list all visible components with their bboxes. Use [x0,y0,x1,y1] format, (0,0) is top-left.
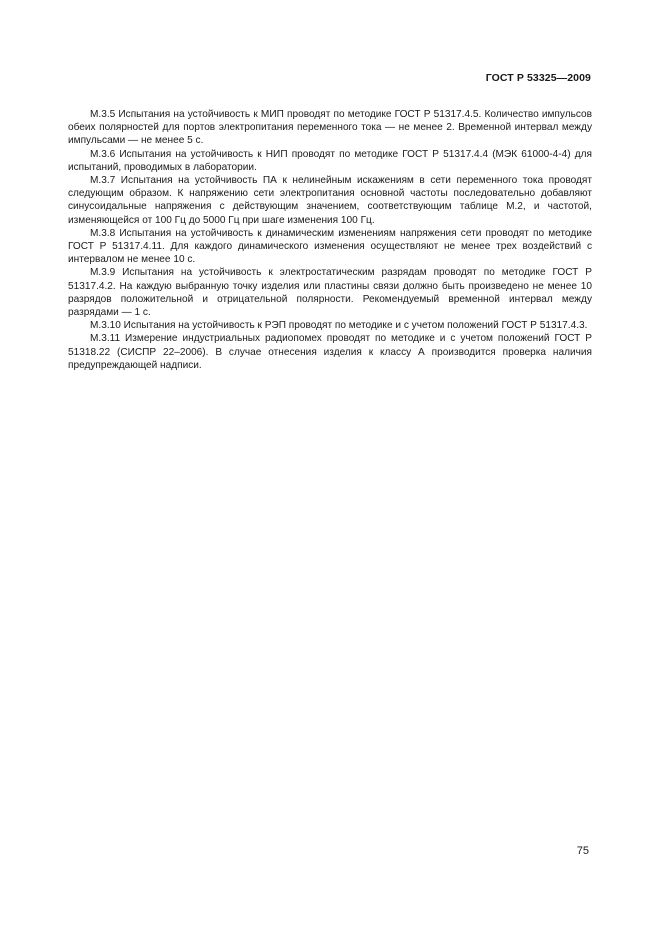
paragraph-m-3-7: М.3.7 Испытания на устойчивость ПА к нелинейным искажениям в сети переменного тока проводят следующим образом. К напряжению сети электропитания основной частоты последовательно добавляют синусоидальные напряжения с действующим значением, соответствующим таблице М.2, и частотой, изменяющейся от 100 Гц до 5000 Гц при шаге изменения 100 Гц. [68,175,592,226]
paragraph-m-3-10: М.3.10 Испытания на устойчивость к РЭП проводят по методике и с учетом положений ГОСТ Р 51317.4.3. [90,320,588,332]
paragraph-m-3-5: М.3.5 Испытания на устойчивость к МИП проводят по методике ГОСТ Р 51317.4.5. Количество импульсов обеих полярностей для портов электропитания переменного тока — не менее 2. Временной интервал между импульсами — не менее 5 с. [68,109,592,147]
page-number: 75 [576,845,589,857]
page-header-standard: ГОСТ Р 53325—2009 [485,72,591,84]
paragraph-m-3-8: М.3.8 Испытания на устойчивость к динамическим изменениям напряжения сети проводят по методике ГОСТ Р 51317.4.11. Для каждого динамического изменения осуществляют не менее трех воздействий с интервалом не менее 10 с. [68,227,592,266]
document-body [68,108,592,372]
paragraph-m-3-6: М.3.6 Испытания на устойчивость к НИП проводят по методике ГОСТ Р 51317.4.4 (МЭК 61000-4-4) для испытаний, проводимых в лаборатории. [68,148,592,173]
paragraph-m-3-9: М.3.9 Испытания на устойчивость к электростатическим разрядам проводят по методике ГОСТ Р 51317.4.2. На каждую выбранную точку изделия или пластины связи должно быть произведено не менее 10 разрядов положительной и отрицательной полярности. Рекомендуемый временной интервал между разрядами — 1 с. [68,267,592,319]
paragraph-m-3-11: М.3.11 Измерение индустриальных радиопомех проводят по методике и с учетом положений ГОСТ Р 51318.22 (СИСПР 22–2006). В случае отнесения изделия к классу А производится проверка наличия предупреждающей надписи. [68,333,592,371]
